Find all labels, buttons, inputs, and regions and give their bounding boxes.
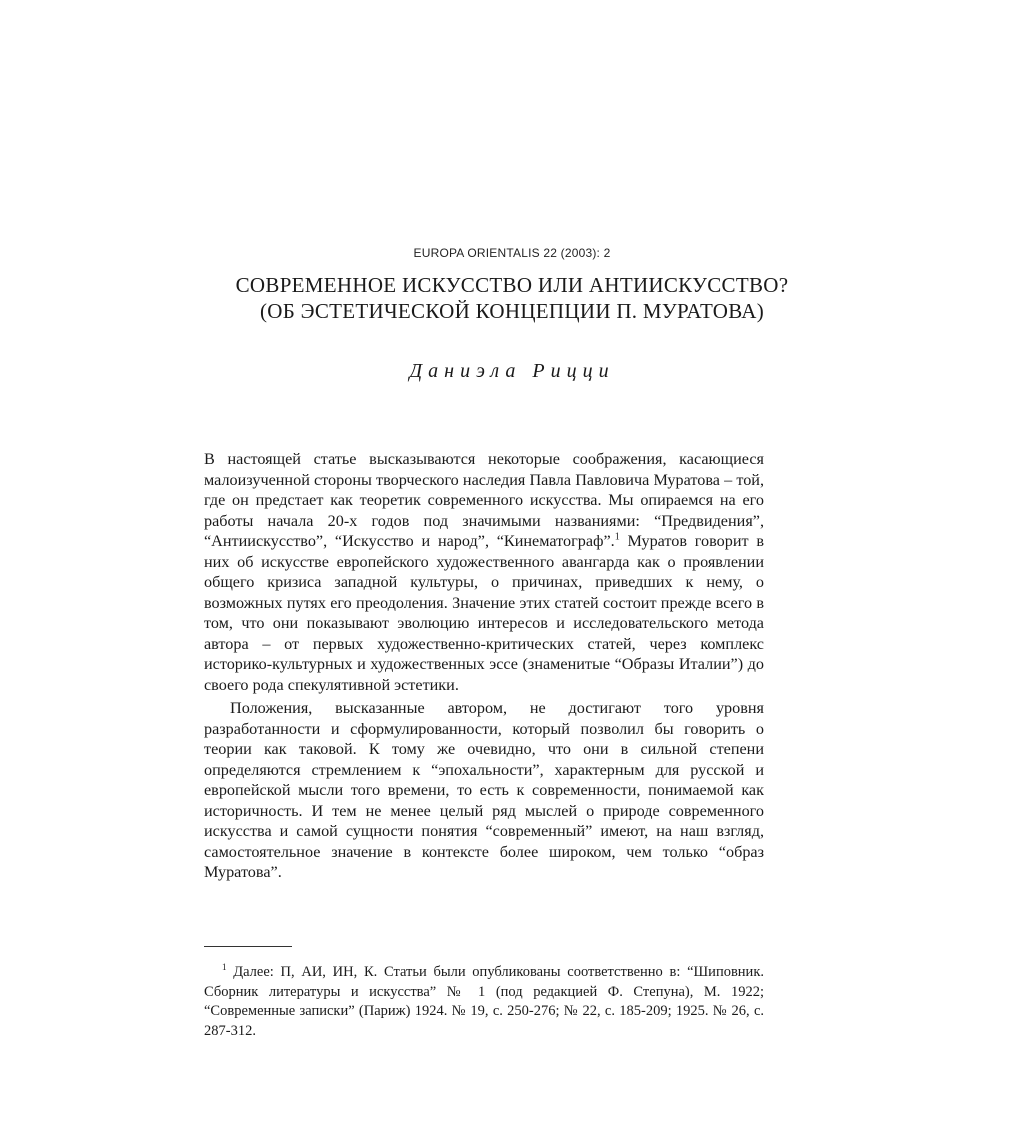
article-title: [0, 272, 1024, 324]
paragraph-1-text-b: Муратов говорит в них об искусстве европейского художественного авангарда как о проявлении общего кризиса западной культуры, о причинах, приведших к нему, о возможных путях его преодоления. Значение этих статей состоит прежде всего в том, что они показывают эволюцию интересов и исследовательского метода автора – от первых художественно-критических статей, через комплекс историко-культурных и художественных эссе (знаменитые “Образы Италии”) до своего рода спекулятивной эстетики.: [204, 532, 764, 694]
paragraph-1: [204, 449, 764, 695]
article-title-line-2: (ОБ ЭСТЕТИЧЕСКОЙ КОНЦЕПЦИИ П. МУРАТОВА): [259, 299, 765, 323]
paragraph-1-text-a: В настоящей статье высказываются некоторые соображения, касающиеся малоизученной стороны творческого наследия Павла Павловича Муратова – той, где он предстает как теоретик современного искусства. Мы опираемся на его работы начала 20-х годов под значимыми названиями: “Предвидения”, “Антиискусство”, “Искусство и народ”, “Кинематограф”.: [204, 450, 764, 550]
article-body: [204, 449, 764, 883]
footnote-separator: [204, 946, 292, 947]
footnote-marker: 1: [222, 962, 227, 973]
journal-header: EUROPA ORIENTALIS 22 (2003): 2: [413, 246, 611, 260]
footnote: [204, 963, 764, 1041]
footnote-reference[interactable]: 1: [614, 531, 620, 543]
article-title-line-1: СОВРЕМЕННОЕ ИСКУССТВО ИЛИ АНТИИСКУССТВО?: [235, 273, 789, 297]
footnote-text: Далее: П, АИ, ИН, К. Статьи были опубликованы соответственно в: “Шиповник. Сборник литературы и искусства” № 1 (под редакцией Ф. Степуна), М. 1922; “Современные записки” (Париж) 1924. № 19, с. 250-276; № 22, с. 185-209; 1925. № 26, с. 287-312.: [204, 964, 764, 1039]
author-name: Даниэла Рицци: [409, 360, 615, 382]
paragraph-2: Положения, высказанные автором, не достигают того уровня разработанности и сформулированности, который позволил бы говорить о теории как таковой. К тому же очевидно, что они в сильной степени определяются стремлением к “эпохальности”, характерным для русской и европейской мысли того времени, то есть к современности, понимаемой как историчность. И тем не менее целый ряд мыслей о природе современного искусства и самой сущности понятия “современный” имеют, на наш взгляд, самостоятельное значение в контексте более широком, чем только “образ Муратова”.: [204, 699, 764, 881]
